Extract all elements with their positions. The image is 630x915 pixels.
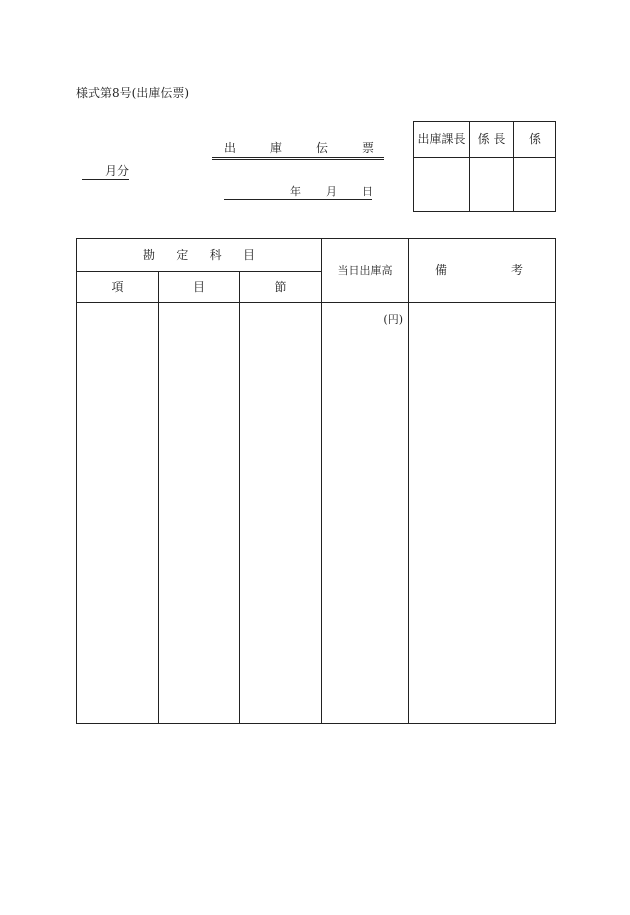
account-title-header: 勘 定 科 目 <box>143 248 255 262</box>
header-daily-issue-amount: 当日出庫高 <box>337 264 393 277</box>
body-cell-setsu[interactable] <box>240 303 321 723</box>
body-cell-amount[interactable] <box>322 329 408 723</box>
day-unit: 日 <box>362 185 373 198</box>
stamp-slot-section-head[interactable] <box>470 158 513 212</box>
header-kou: 項 <box>111 280 124 294</box>
title-char: 出 <box>224 141 237 155</box>
body-cell-remarks[interactable] <box>409 303 555 723</box>
stamp-slot-staff[interactable] <box>514 158 556 212</box>
stamp-label-staff: 係 <box>528 132 541 146</box>
ledger-table <box>76 238 556 724</box>
form-identifier: 様式第8号(出庫伝票) <box>76 86 189 100</box>
stamp-label-section-head: 係 長 <box>477 132 506 146</box>
month-field[interactable]: 月分 <box>82 164 129 180</box>
header-setsu: 節 <box>274 280 287 294</box>
header-moku: 目 <box>192 280 205 294</box>
title-char: 庫 <box>269 141 282 155</box>
document-title <box>212 140 384 158</box>
title-char: 伝 <box>315 141 328 155</box>
date-field[interactable] <box>224 185 372 200</box>
stamp-slot-chief[interactable] <box>414 158 469 212</box>
year-unit: 年 <box>290 185 301 198</box>
header-remarks: 備 考 <box>435 263 523 277</box>
month-unit: 月 <box>326 185 337 198</box>
stamp-label-chief: 出庫課長 <box>417 132 466 146</box>
approval-stamp-box <box>413 121 556 212</box>
title-char: 票 <box>361 141 374 155</box>
body-cell-moku[interactable] <box>159 303 239 723</box>
amount-unit-note: (円) <box>383 313 403 326</box>
body-cell-kou[interactable] <box>77 303 158 723</box>
